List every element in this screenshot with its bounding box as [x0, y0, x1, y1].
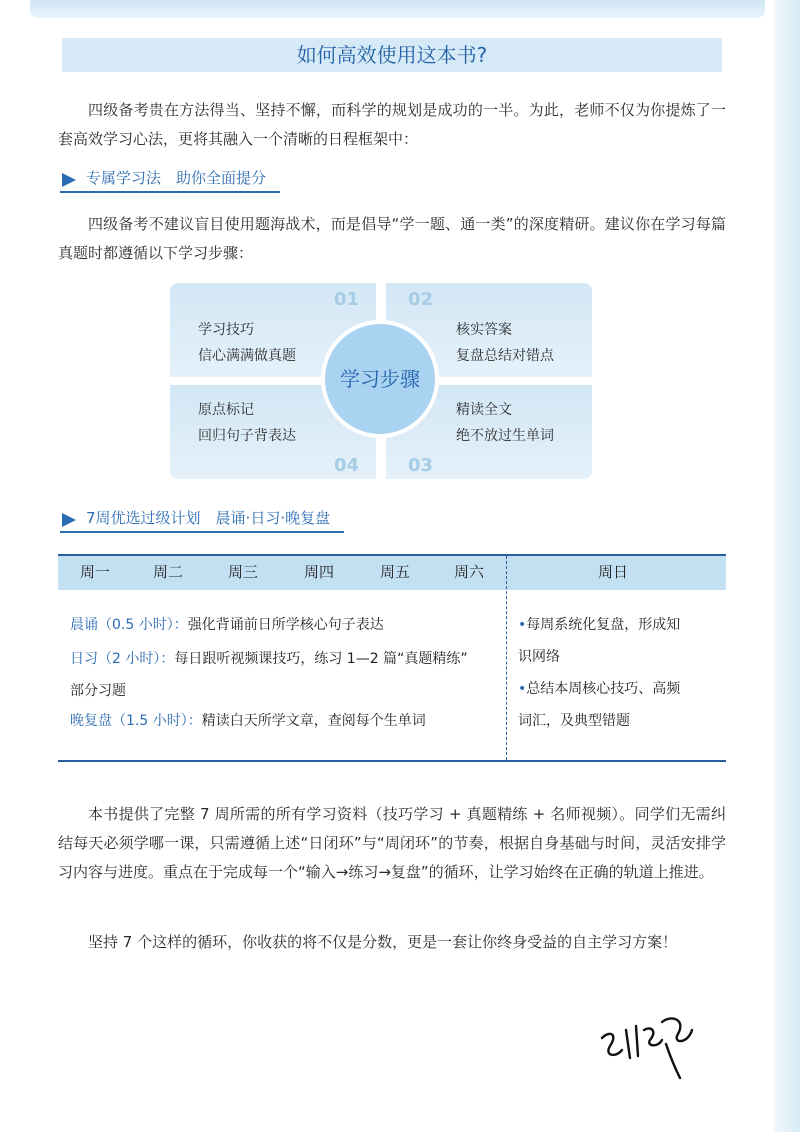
step-03-line2: 绝不放过生单词: [456, 428, 554, 444]
sunday-item-2-text: 总结本周核心技巧、高频: [526, 681, 681, 697]
day-routine: [70, 648, 468, 670]
intro-paragraph: 四级备考贵在方法得当、坚持不懈，而科学的规划是成功的一半。为此，老师不仅为你提炼了一套高效学习心法，更将其融入一个清晰的日程框架中：: [58, 101, 726, 148]
evening-routine-text: 精读白天所学文章，查阅每个生单词: [201, 713, 426, 729]
step-04-line1: 原点标记: [198, 402, 254, 418]
step-number-02: 02: [408, 289, 434, 310]
day-header-sat: 周六: [454, 563, 485, 581]
day-header-wed: 周三: [228, 563, 259, 581]
step-02-text: [456, 317, 554, 369]
sunday-item-2-continued: 词汇，及典型错题: [518, 713, 630, 729]
evening-routine-tag: 晚复盘（1.5 小时）：: [70, 713, 202, 729]
arrow-icon: [62, 513, 76, 527]
closing-paragraph: 本书提供了完整 7 周所需的所有学习资料（技巧学习 + 真题精练 + 名师视频）。同学们无需纠结每天必须学哪一课，只需遵循上述“日闭环”与“周闭环”的节奏，根据自身基础与时间，灵活安排学习内容与进度。重点在于完成每一个“输入→练习→复盘”的循环，让学习始终在正确的轨道上推进。: [58, 805, 726, 881]
step-02-line1: 核实答案: [456, 322, 512, 338]
day-header-sun: 周日: [598, 563, 629, 581]
step-01-line1: 学习技巧: [198, 322, 254, 338]
step-number-03: 03: [408, 455, 434, 476]
bullet-icon: •: [518, 617, 527, 633]
study-steps-diagram: [170, 283, 592, 479]
section-heading-label: 专属学习法 助你全面提分: [86, 169, 267, 187]
day-routine-continued: 部分习题: [70, 683, 126, 699]
step-number-01: 01: [334, 289, 360, 310]
sunday-item-1: [518, 614, 680, 636]
sunday-item-2: [518, 678, 680, 700]
step-03-text: [456, 397, 554, 449]
section-heading-study-method: [60, 167, 280, 193]
day-header-tue: 周二: [153, 563, 184, 581]
step-01-text: [198, 317, 296, 369]
sunday-item-1-continued: 识网络: [518, 649, 560, 665]
schedule-divider: [506, 556, 507, 760]
page-edge-decoration: [774, 0, 800, 1132]
closing-statement: 坚持 7 个这样的循环，你收获的将不仅是分数，更是一套让你终身受益的自主学习方案！: [88, 933, 678, 951]
weekly-schedule-table: [58, 554, 726, 762]
top-decorative-strip: [30, 0, 765, 18]
morning-routine: [70, 614, 384, 636]
sunday-item-1-text: 每周系统化复盘，形成知: [526, 617, 681, 633]
day-routine-text: 每日跟听视频课技巧，练习 1—2 篇“真题精练”: [174, 651, 468, 667]
schedule-header-row: [58, 554, 726, 590]
step-02-line2: 复盘总结对错点: [456, 348, 554, 364]
step-number-04: 04: [334, 455, 360, 476]
section-heading-7-week-plan: [60, 507, 344, 533]
schedule-bottom-rule: [58, 760, 726, 762]
day-header-mon: 周一: [80, 563, 111, 581]
day-header-thu: 周四: [304, 563, 335, 581]
morning-routine-tag: 晨诵（0.5 小时）：: [70, 617, 188, 633]
center-circle-study-steps: 学习步骤: [321, 320, 439, 438]
evening-routine: [70, 710, 426, 732]
bullet-icon: •: [518, 681, 527, 697]
page-title: 如何高效使用这本书?: [62, 38, 722, 72]
author-signature: [592, 1000, 702, 1080]
study-method-paragraph: 四级备考不建议盲目使用题海战术，而是倡导“学一题、通一类”的深度精研。建议你在学习每篇真题时都遵循以下学习步骤：: [58, 215, 726, 262]
step-01-line2: 信心满满做真题: [198, 348, 296, 364]
day-header-fri: 周五: [380, 563, 411, 581]
step-04-text: [198, 397, 296, 449]
step-04-line2: 回归句子背表达: [198, 428, 296, 444]
section-heading-label: 7周优选过级计划 晨诵·日习·晚复盘: [86, 509, 331, 527]
step-03-line1: 精读全文: [456, 402, 512, 418]
morning-routine-text: 强化背诵前日所学核心句子表达: [187, 617, 384, 633]
day-routine-tag: 日习（2 小时）：: [70, 651, 175, 667]
arrow-icon: [62, 173, 76, 187]
